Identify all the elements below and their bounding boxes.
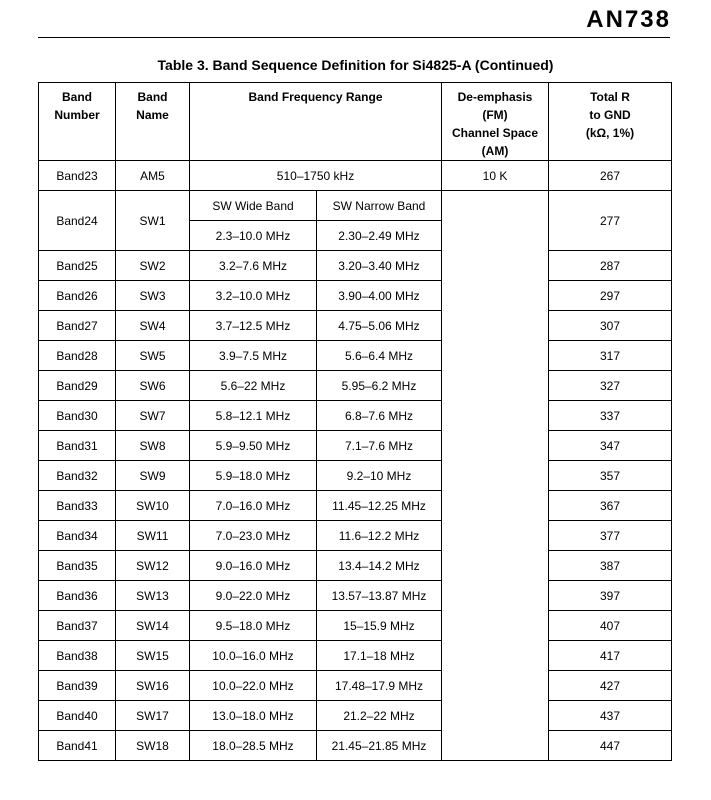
total-r-cell: 277 [549, 191, 672, 251]
deemphasis-cell-empty [442, 191, 549, 761]
total-r-cell: 287 [549, 251, 672, 281]
sw-narrow-cell: 3.20–3.40 MHz [317, 251, 442, 281]
table-row [39, 191, 672, 221]
band-name-cell: SW3 [116, 281, 190, 311]
band-name-cell: SW6 [116, 371, 190, 401]
sw-wide-cell: 9.0–22.0 MHz [190, 581, 317, 611]
table-row [39, 281, 672, 311]
band-number-cell: Band28 [39, 341, 116, 371]
band-number-cell: Band26 [39, 281, 116, 311]
band-name-cell: SW10 [116, 491, 190, 521]
band-sequence-table [38, 82, 672, 761]
sw-wide-cell: 5.6–22 MHz [190, 371, 317, 401]
header-band-frequency-range [190, 83, 442, 161]
sw-narrow-cell: 3.90–4.00 MHz [317, 281, 442, 311]
header-line: Total R [590, 90, 630, 104]
sw-narrow-cell: 17.48–17.9 MHz [317, 671, 442, 701]
table-header-row [39, 83, 672, 161]
total-r-cell: 427 [549, 671, 672, 701]
table-row [39, 161, 672, 191]
band-number-cell: Band36 [39, 581, 116, 611]
sw-wide-cell: 10.0–16.0 MHz [190, 641, 317, 671]
band-number-cell: Band23 [39, 161, 116, 191]
band-name-cell: SW7 [116, 401, 190, 431]
sw-narrow-cell: 21.45–21.85 MHz [317, 731, 442, 761]
table-row [39, 401, 672, 431]
total-r-cell: 447 [549, 731, 672, 761]
header-line: Channel Space [451, 126, 539, 140]
band-name-cell: AM5 [116, 161, 190, 191]
header-line: (kΩ, 1%) [585, 126, 635, 140]
total-r-cell: 397 [549, 581, 672, 611]
document-id: AN738 [586, 6, 671, 33]
band-number-cell: Band24 [39, 191, 116, 251]
sw-wide-cell: 3.9–7.5 MHz [190, 341, 317, 371]
sw-wide-cell: 7.0–23.0 MHz [190, 521, 317, 551]
sw-wide-cell: 9.0–16.0 MHz [190, 551, 317, 581]
table-row [39, 701, 672, 731]
sw-narrow-cell: 15–15.9 MHz [317, 611, 442, 641]
band-number-cell: Band38 [39, 641, 116, 671]
band-name-cell: SW17 [116, 701, 190, 731]
sw-wide-cell: 18.0–28.5 MHz [190, 731, 317, 761]
band-name-cell: SW14 [116, 611, 190, 641]
band-number-cell: Band41 [39, 731, 116, 761]
table-caption: Table 3. Band Sequence Definition for Si4825-A (Continued) [157, 57, 554, 73]
sw-wide-cell: 3.2–10.0 MHz [190, 281, 317, 311]
header-line: Band [137, 90, 168, 104]
table-row [39, 341, 672, 371]
band-number-cell: Band31 [39, 431, 116, 461]
sw-narrow-cell: 11.45–12.25 MHz [317, 491, 442, 521]
table-row [39, 611, 672, 641]
band-number-cell: Band32 [39, 461, 116, 491]
table-row [39, 731, 672, 761]
total-r-cell: 297 [549, 281, 672, 311]
header-line: Band [62, 90, 92, 104]
sw-narrow-cell: 2.30–2.49 MHz [317, 221, 442, 251]
sw-narrow-cell: 11.6–12.2 MHz [317, 521, 442, 551]
band-name-cell: SW8 [116, 431, 190, 461]
header-line: (FM) [482, 108, 508, 122]
sw-narrow-cell: 13.4–14.2 MHz [317, 551, 442, 581]
band-number-cell: Band40 [39, 701, 116, 731]
total-r-cell: 317 [549, 341, 672, 371]
frequency-range-cell: 510–1750 kHz [190, 161, 442, 191]
header-line: Band Frequency Range [248, 90, 383, 104]
sw-narrow-cell: 7.1–7.6 MHz [317, 431, 442, 461]
deemphasis-cell: 10 K [442, 161, 549, 191]
total-r-cell: 357 [549, 461, 672, 491]
band-number-cell: Band35 [39, 551, 116, 581]
sw-wide-cell: 13.0–18.0 MHz [190, 701, 317, 731]
header-line: (AM) [481, 144, 509, 158]
sw-wide-band-label: SW Wide Band [190, 191, 317, 221]
sw-wide-cell: 2.3–10.0 MHz [190, 221, 317, 251]
total-r-cell: 367 [549, 491, 672, 521]
band-name-cell: SW16 [116, 671, 190, 701]
band-number-cell: Band34 [39, 521, 116, 551]
sw-narrow-cell: 13.57–13.87 MHz [317, 581, 442, 611]
header-band-name [116, 83, 190, 161]
band-name-cell: SW9 [116, 461, 190, 491]
table-row [39, 431, 672, 461]
table-row [39, 551, 672, 581]
band-name-cell: SW12 [116, 551, 190, 581]
sw-wide-cell: 3.2–7.6 MHz [190, 251, 317, 281]
band-name-cell: SW11 [116, 521, 190, 551]
sw-narrow-cell: 9.2–10 MHz [317, 461, 442, 491]
header-line: to GND [589, 108, 631, 122]
band-number-cell: Band33 [39, 491, 116, 521]
band-number-cell: Band25 [39, 251, 116, 281]
sw-wide-cell: 5.9–9.50 MHz [190, 431, 317, 461]
sw-wide-cell: 3.7–12.5 MHz [190, 311, 317, 341]
sw-wide-cell: 5.8–12.1 MHz [190, 401, 317, 431]
header-band-number [39, 83, 116, 161]
table-row [39, 521, 672, 551]
sw-narrow-cell: 6.8–7.6 MHz [317, 401, 442, 431]
band-name-cell: SW13 [116, 581, 190, 611]
total-r-cell: 337 [549, 401, 672, 431]
sw-narrow-cell: 5.6–6.4 MHz [317, 341, 442, 371]
band-name-cell: SW5 [116, 341, 190, 371]
sw-wide-cell: 7.0–16.0 MHz [190, 491, 317, 521]
table-row [39, 581, 672, 611]
band-name-cell: SW2 [116, 251, 190, 281]
sw-wide-cell: 9.5–18.0 MHz [190, 611, 317, 641]
header-total-r [549, 83, 672, 161]
header-line: Name [136, 108, 169, 122]
band-name-cell: SW18 [116, 731, 190, 761]
sw-narrow-cell: 17.1–18 MHz [317, 641, 442, 671]
sw-wide-cell: 5.9–18.0 MHz [190, 461, 317, 491]
sw-wide-cell: 10.0–22.0 MHz [190, 671, 317, 701]
table-row [39, 461, 672, 491]
band-name-cell: SW15 [116, 641, 190, 671]
total-r-cell: 307 [549, 311, 672, 341]
total-r-cell: 327 [549, 371, 672, 401]
table-row [39, 311, 672, 341]
total-r-cell: 437 [549, 701, 672, 731]
total-r-cell: 267 [549, 161, 672, 191]
band-name-cell: SW4 [116, 311, 190, 341]
band-name-cell: SW1 [116, 191, 190, 251]
sw-narrow-cell: 21.2–22 MHz [317, 701, 442, 731]
table-row [39, 671, 672, 701]
total-r-cell: 347 [549, 431, 672, 461]
sw-narrow-cell: 5.95–6.2 MHz [317, 371, 442, 401]
table-row [39, 491, 672, 521]
band-number-cell: Band37 [39, 611, 116, 641]
table-row [39, 371, 672, 401]
table-row [39, 641, 672, 671]
header-deemphasis [442, 83, 549, 161]
total-r-cell: 417 [549, 641, 672, 671]
band-number-cell: Band30 [39, 401, 116, 431]
sw-narrow-cell: 4.75–5.06 MHz [317, 311, 442, 341]
header-line: Number [54, 108, 100, 122]
table-row [39, 251, 672, 281]
total-r-cell: 387 [549, 551, 672, 581]
band-number-cell: Band39 [39, 671, 116, 701]
band-number-cell: Band29 [39, 371, 116, 401]
total-r-cell: 377 [549, 521, 672, 551]
header-rule [38, 37, 670, 38]
sw-narrow-band-label: SW Narrow Band [317, 191, 442, 221]
header-line: De-emphasis [457, 90, 533, 104]
band-number-cell: Band27 [39, 311, 116, 341]
total-r-cell: 407 [549, 611, 672, 641]
